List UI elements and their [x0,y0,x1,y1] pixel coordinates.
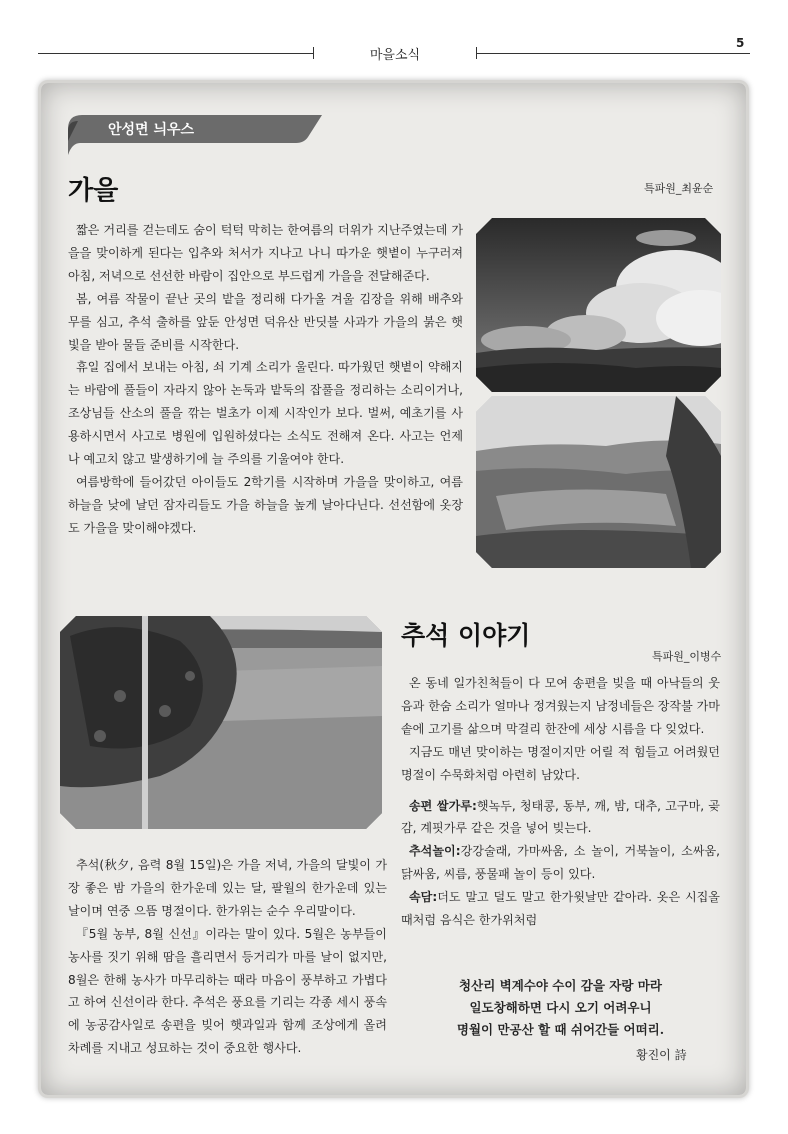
paragraph: 『5월 농부, 8월 신선』이라는 말이 있다. 5월은 농부들이 농사를 짓기 위해 땀을 흘리면서 등거리가 마를 날이 없지만, 8월은 한해 농사가 마무리하는 때라 마음이 풍부하고 가볍다고 하여 신선이라 한다. 추석은 풍요를 기리는 각종 세시 풍속에 농공감사일로 송편을 빚어 햇과일과 함께 조상에게 올려 차례를 지내고 성묘하는 것이 중요한 행사다. [68,926,387,1056]
paragraph: 추석(秋夕, 음력 8월 15일)은 가을 저녁, 가을의 달빛이 가장 좋은 밤 가을의 한가운데 있는 달, 팔월의 한가운데 있는 날이며 연중 으뜸 명절이다. 한가위는 순수 우리말이다. [68,858,387,918]
article-byline-autumn: 특파원_최윤순 [644,182,714,195]
header-rule-left [38,53,313,54]
list-item [401,840,720,886]
article-byline-chuseok-story: 특파원_이병수 [652,650,722,663]
section-tag [68,115,322,155]
list-item-label: 추석놀이: [409,844,461,859]
poem-line: 일도창해하면 다시 오기 어려우니 [469,1000,652,1015]
list-item [401,795,720,841]
photo-field-landscape [476,396,721,568]
section-tag-label: 안성면 늬우스 [108,122,195,138]
paragraph: 휴일 집에서 보내는 아침, 쇠 기계 소리가 울린다. 따가웠던 햇볕이 약해지는 바람에 풀들이 자라지 않아 논둑과 밭둑의 잡풀을 정리하는 소리이거나, 조상님들 산소의 풀을 깎는 벌초가 이제 시작인가 보다. 벌써, 예초기를 사용하시면서 사고로 병원에 입원하셨다는 소식도 전해져 온다. 사고는 언제나 예고치 않고 발생하기에 늘 주의를 기울여야 한다. [68,360,463,467]
header-rule-right [476,53,750,54]
paragraph: 봄, 여름 작물이 끝난 곳의 밭을 정리해 다가올 겨울 김장을 위해 배추와 무를 심고, 추석 출하를 앞둔 안성면 덕유산 반딧불 사과가 가을의 붉은 햇빛을 받아 물들 준비를 시작한다. [68,291,463,352]
article-body-chuseok-meaning [68,854,387,1060]
page-number: 5 [736,36,745,50]
photo-clouds-landscape [476,218,721,392]
paragraph: 지금도 매년 맞이하는 명절이지만 어릴 적 힘들고 어려웠던 명절이 수묵화처럼 아련히 남았다. [401,744,720,782]
poem-credit: 황진이 詩 [636,1048,687,1062]
poem-line: 명월이 만공산 할 때 쉬어간들 어떠리. [456,1022,665,1037]
article-body-autumn [68,219,463,540]
article-body-chuseok-story [401,672,720,932]
list-item [401,886,720,932]
list-item-text: 강강술래, 가마싸움, 소 놀이, 거북놀이, 소싸움, 닭싸움, 씨름, 풍물패 놀이 등이 있다. [401,844,720,882]
paragraph: 짧은 거리를 걷는데도 숨이 턱턱 막히는 한여름의 더위가 지난주였는데 가을을 맞이하게 된다는 입추와 처서가 지나고 나니 따가운 햇볕이 누구러져 아침, 저녁으로 선선한 바람이 집안으로 부드럽게 가을을 전달해준다. [68,223,463,283]
list-item-label: 송편 쌀가루: [409,798,477,813]
article-title-autumn: 가을 [68,176,119,206]
list-item-text: 햇녹두, 청태콩, 동부, 깨, 밤, 대추, 고구마, 곶감, 계핏가루 같은 것을 넣어 빚는다. [401,798,720,836]
header-section-title: 마을소식 [369,48,421,63]
paragraph: 온 동네 일가친척들이 다 모여 송편을 빚을 때 아낙들의 웃음과 한숨 소리가 얼마나 정겨웠는지 남정네들은 장작불 가마솥에 고기를 삶으며 막걸리 한잔에 세상 시름을 다 잊었다. [401,676,720,736]
header-rule-tick-left [313,47,314,59]
paragraph: 여름방학에 들어갔던 아이들도 2학기를 시작하며 가을을 맞이하고, 여름 하늘을 낮에 날던 잠자리들도 가을 하늘을 높게 날아다닌다. 선선함에 옷장도 가을을 맞이해야겠다. [68,474,463,535]
poem-line: 청산리 벽계수야 수이 감을 자랑 마라 [459,978,662,993]
poem [401,975,720,1041]
article-title-chuseok-story: 추석 이야기 [401,621,531,650]
list-item-text: 더도 말고 덜도 말고 한가윗날만 같아라. 옷은 시집올 때처럼 음식은 한가위처럼 [401,890,720,928]
list-item-label: 속담: [409,890,438,905]
photo-apple-tree-rice-field [60,616,382,829]
